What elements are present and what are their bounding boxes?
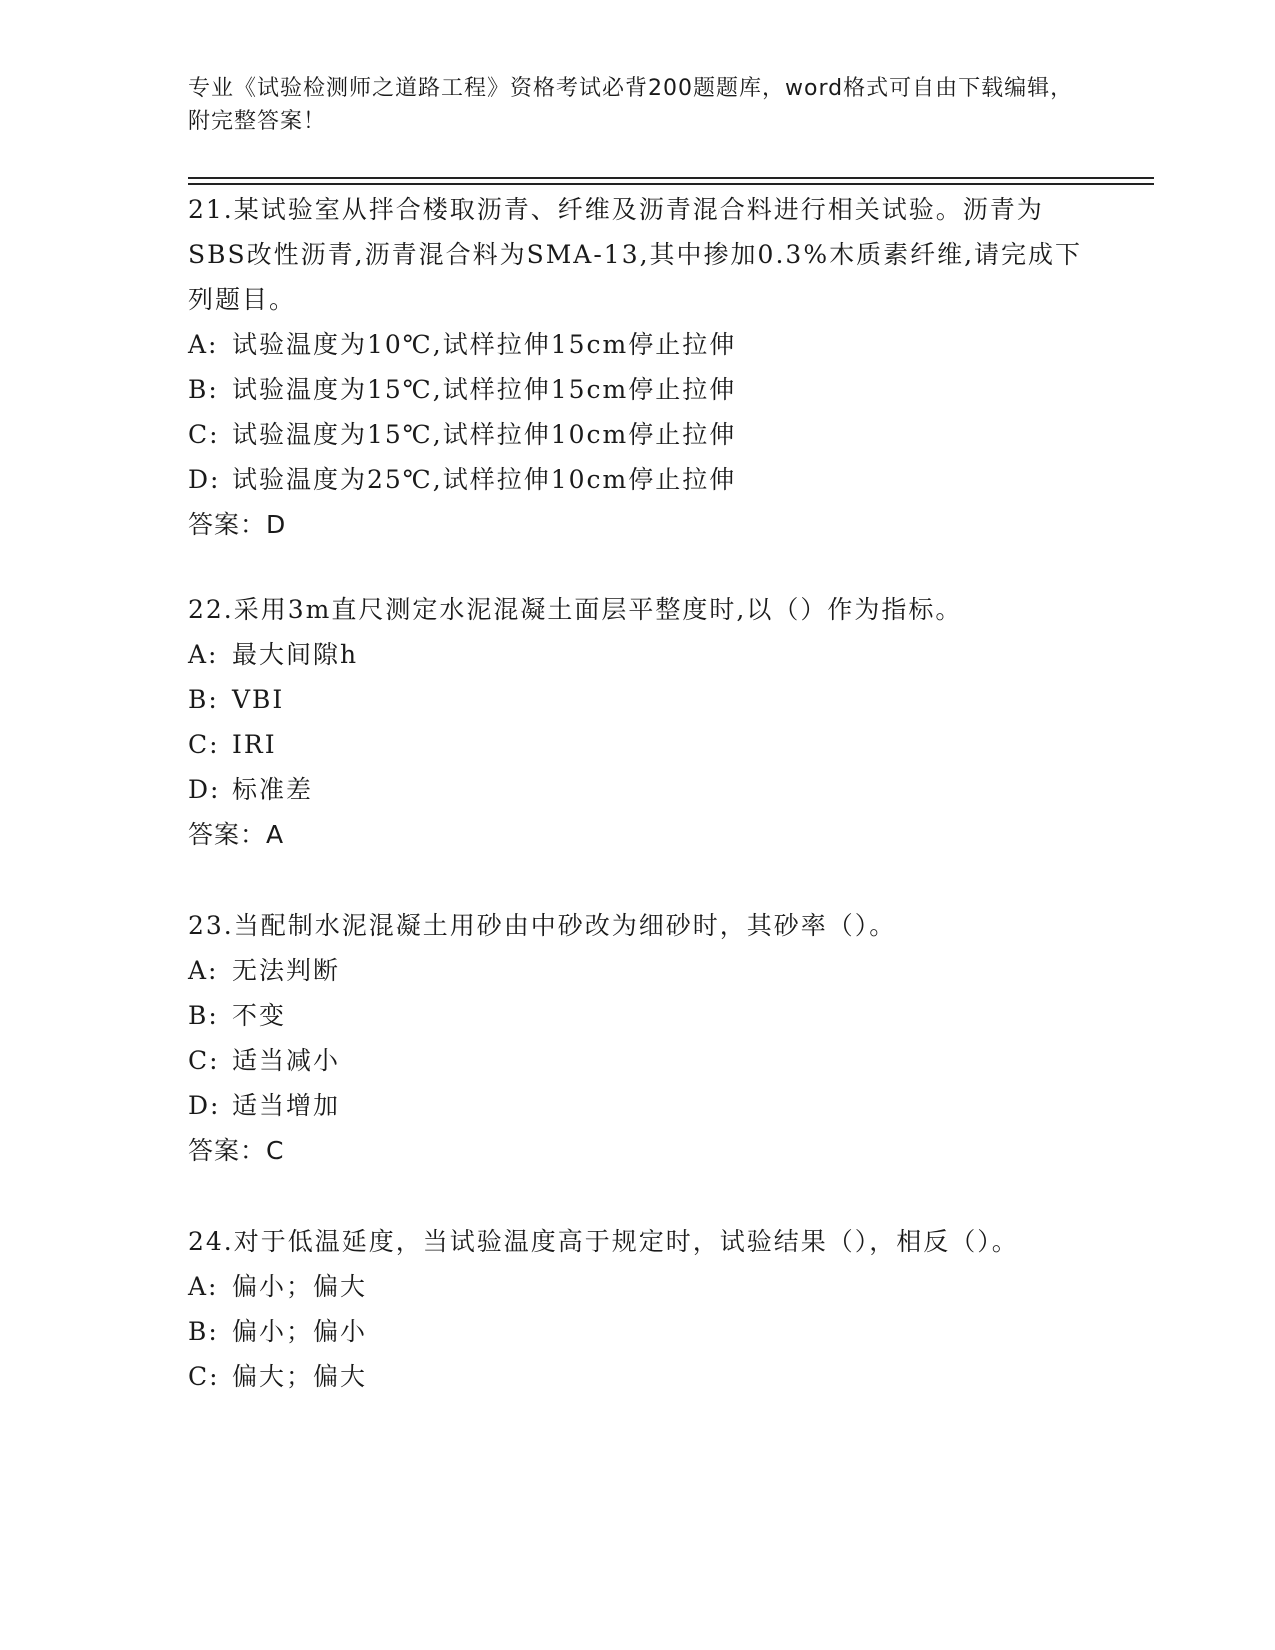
question-stem: 22.采用3m直尺测定水泥混凝土面层平整度时,以（）作为指标。 [188,595,963,624]
option-text: IRI [232,730,277,759]
option-b [188,993,1088,1038]
question-22 [188,587,1088,857]
answer-label: 答案：C [188,1136,285,1165]
header-divider-bottom [188,183,1154,185]
option-text: 无法判断 [232,956,341,985]
header-divider-top [188,177,1154,179]
option-text: 标准差 [232,775,314,804]
option-key: A: [188,330,219,359]
option-a [188,1264,1088,1309]
option-key: B: [188,375,219,404]
option-key: C: [188,420,220,449]
option-c [188,1354,1088,1399]
question-stem: 21.某试验室从拌合楼取沥青、纤维及沥青混合料进行相关试验。沥青为SBS改性沥青,沥青混合料为SMA-13,其中掺加0.3%木质素纤维,请完成下列题目。 [188,195,1083,314]
option-key: A: [188,640,219,669]
question-stem: 24.对于低温延度，当试验温度高于规定时，试验结果（），相反（）。 [188,1227,1019,1256]
answer-label: 答案：A [188,820,285,849]
option-d [188,457,1088,502]
option-key: D: [188,775,221,804]
question-stem: 23.当配制水泥混凝土用砂由中砂改为细砂时，其砂率（）。 [188,911,897,940]
option-a [188,322,1088,367]
question-23 [188,903,1088,1173]
option-key: D: [188,1091,221,1120]
question-21 [188,187,1088,547]
option-text: 试验温度为25℃,试样拉伸10cm停止拉伸 [232,465,737,494]
option-text: 试验温度为15℃,试样拉伸15cm停止拉伸 [232,375,737,404]
option-text: 偏大；偏大 [232,1362,368,1391]
option-b [188,677,1088,722]
option-key: B: [188,685,219,714]
option-a [188,632,1088,677]
option-c [188,1038,1088,1083]
option-text: 试验温度为15℃,试样拉伸10cm停止拉伸 [232,420,737,449]
option-text: 适当减小 [232,1046,341,1075]
option-key: A: [188,1272,219,1301]
option-d [188,767,1088,812]
option-text: 偏小；偏大 [232,1272,368,1301]
option-key: C: [188,730,220,759]
option-c [188,722,1088,767]
option-key: D: [188,465,221,494]
option-b [188,367,1088,412]
option-key: B: [188,1317,219,1346]
option-a [188,948,1088,993]
option-text: 偏小；偏小 [232,1317,368,1346]
option-key: A: [188,956,219,985]
option-text: 不变 [232,1001,287,1030]
option-key: C: [188,1046,220,1075]
option-text: 适当增加 [232,1091,341,1120]
option-c [188,412,1088,457]
option-d [188,1083,1088,1128]
option-b [188,1309,1088,1354]
option-key: B: [188,1001,219,1030]
answer-label: 答案：D [188,510,287,539]
option-text: 试验温度为10℃,试样拉伸15cm停止拉伸 [232,330,737,359]
option-text: VBI [232,685,285,714]
document-header: 专业《试验检测师之道路工程》资格考试必背200题题库，word格式可自由下载编辑，附完整答案！ [188,76,1074,134]
option-text: 最大间隙h [232,640,359,669]
question-24 [188,1219,1088,1399]
option-key: C: [188,1362,220,1391]
